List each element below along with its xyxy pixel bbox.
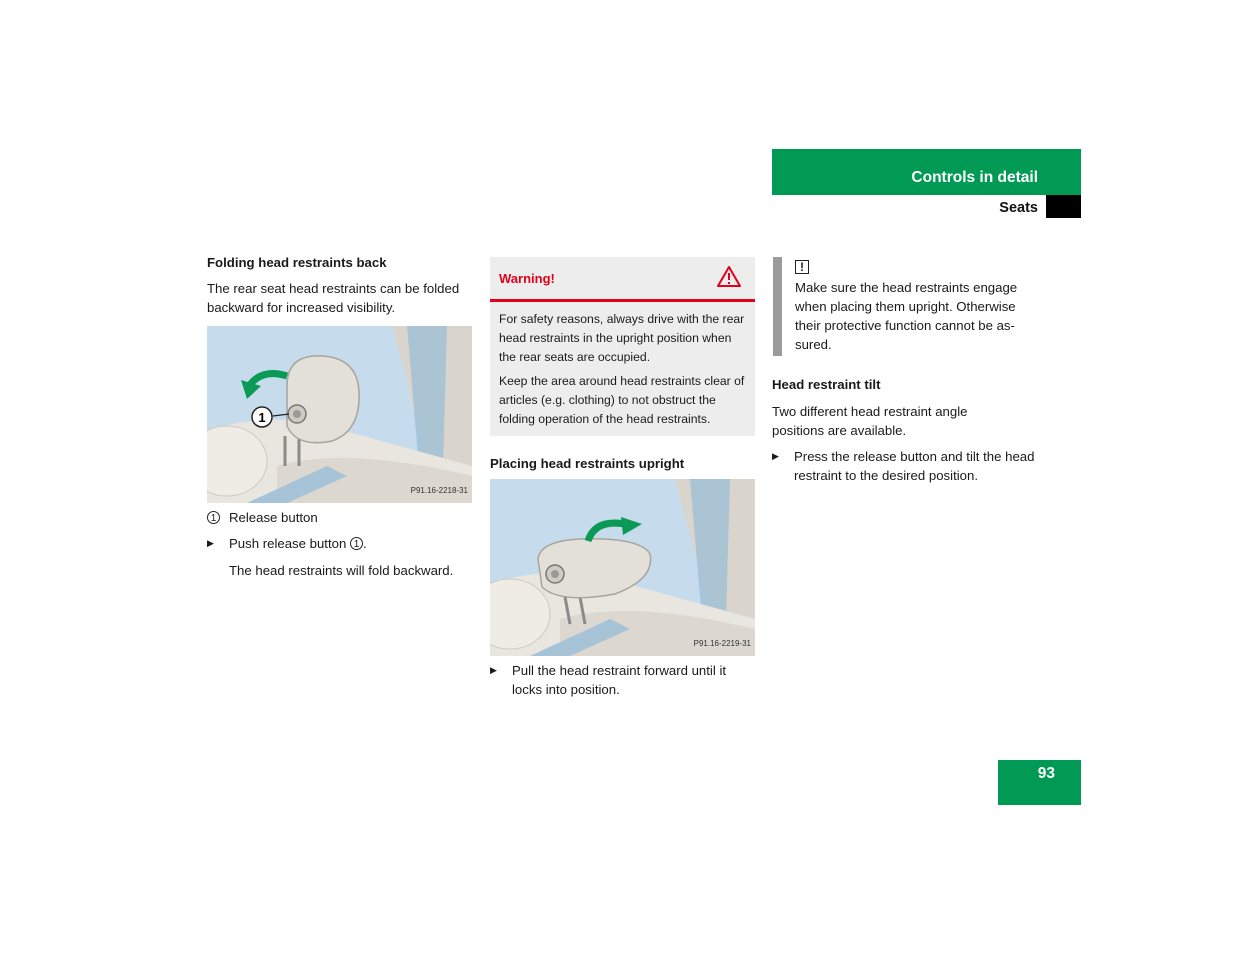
- note-bar: [773, 257, 782, 356]
- warning-paragraph: Keep the area around head restraints clear of articles (e.g. clothing) to not obstruct the folding operation of the head restraints.: [499, 374, 745, 426]
- note-exclamation-icon: !: [795, 260, 809, 274]
- legend-item: [207, 508, 473, 527]
- note-box: [772, 257, 1038, 354]
- legend-text: Release button: [229, 510, 318, 525]
- warning-box: [490, 257, 755, 436]
- warning-triangle-icon: [716, 265, 742, 288]
- subsection-marker: [1046, 195, 1081, 218]
- bullet-arrow-icon: ▶: [772, 451, 779, 461]
- step-push-text: Push release button: [229, 536, 347, 551]
- step-push-suffix: .: [362, 536, 367, 551]
- intro-folding: The rear seat head restraints can be folded backward for increased visibility.: [207, 281, 460, 315]
- warning-header: [490, 257, 755, 302]
- column-upright: [490, 257, 755, 699]
- step-pull-text: Pull the head restraint forward until it locks into position.: [512, 662, 727, 697]
- warning-paragraph: For safety reasons, always drive with the rear head restraints in the upright position when the rear seats are occupied.: [499, 312, 745, 364]
- heading-tilt: Head restraint tilt: [772, 377, 881, 392]
- column-folding: [207, 253, 473, 580]
- column-tilt: [772, 257, 1038, 485]
- heading-folding: Folding head restraints back: [207, 255, 387, 270]
- legend-number: 1: [207, 511, 220, 524]
- step-push: [207, 534, 473, 553]
- figure-upright: [490, 479, 755, 656]
- step-result: The head restraints will fold backward.: [229, 563, 454, 578]
- bullet-arrow-icon: ▶: [207, 538, 214, 548]
- note-text: Make sure the head restraints engage when placing them upright. Otherwise their protective function cannot be as-sured.: [795, 280, 1018, 352]
- bullet-arrow-icon: ▶: [490, 664, 497, 675]
- step-tilt: [772, 447, 1038, 485]
- figure-code: P91.16-2219-31: [693, 638, 751, 648]
- page-number: 93: [1037, 765, 1055, 782]
- step-push-number: 1: [350, 537, 363, 550]
- heading-upright: Placing head restraints upright: [490, 455, 685, 471]
- intro-tilt: Two different head restraint angle positions are available.: [772, 404, 968, 438]
- figure-folding-back: [207, 326, 472, 503]
- subsection-title: Seats: [999, 200, 1038, 216]
- section-title: Controls in detail: [911, 169, 1038, 186]
- head-restraint-illustration: [207, 326, 472, 503]
- warning-title: Warning!: [499, 271, 555, 286]
- step-pull: [490, 661, 755, 699]
- callout-number: 1: [258, 410, 266, 425]
- warning-body: [490, 302, 755, 436]
- figure-code: P91.16-2218-31: [410, 486, 468, 495]
- step-tilt-text: Press the release button and tilt the head restraint to the desired position.: [794, 449, 1035, 483]
- head-restraint-upright-illustration: [490, 479, 755, 656]
